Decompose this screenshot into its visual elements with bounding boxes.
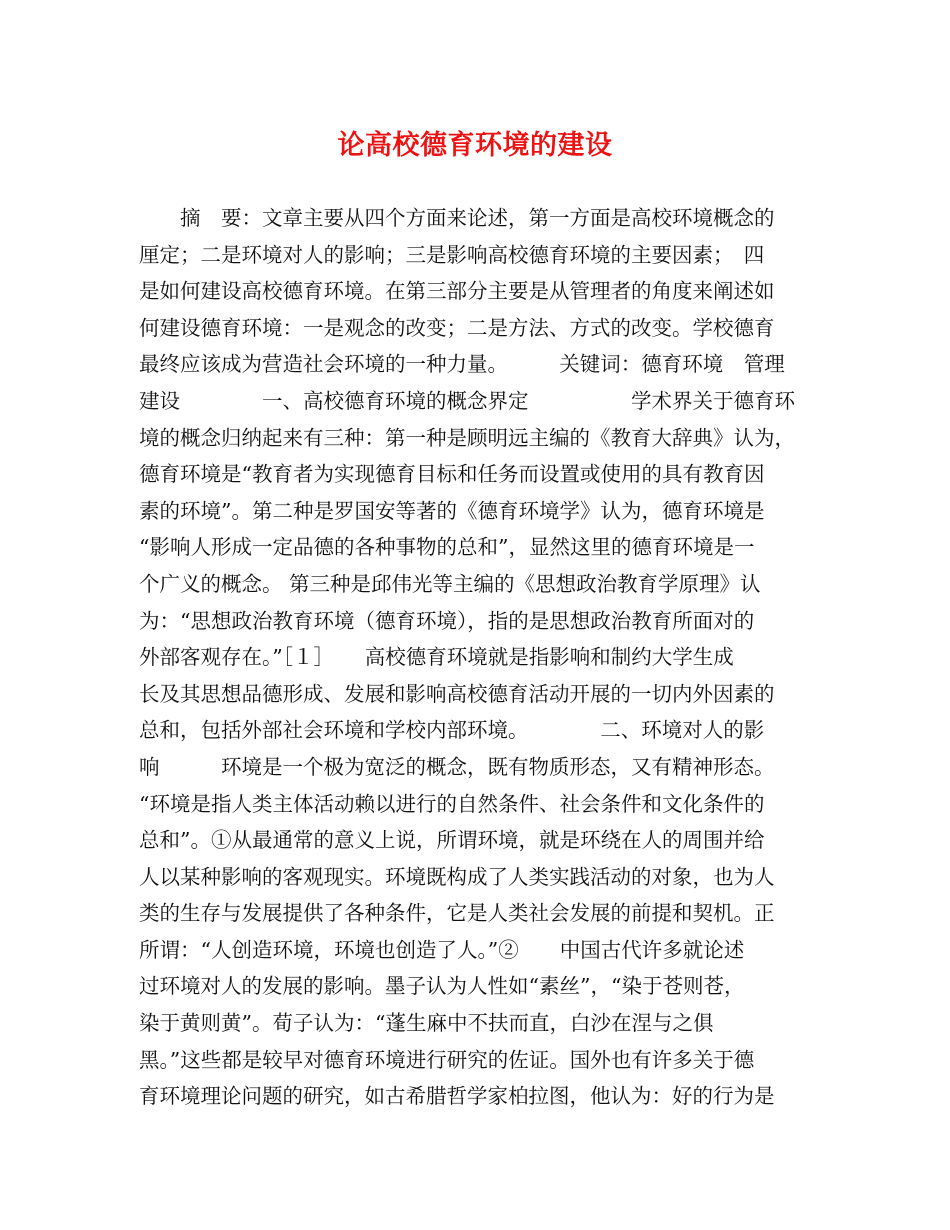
body-line: 外部客观存在。”［１］ 高校德育环境就是指影响和制约大学生成 xyxy=(139,645,734,670)
body-line: 个广义的概念。 第三种是邱伟光等主编的《思想政治教育学原理》认 xyxy=(139,571,761,596)
body-line: 类的生存与发展提供了各种条件，它是人类社会发展的前提和契机。正 xyxy=(139,901,775,926)
body-line: 过环境对人的发展的影响。墨子认为人性如“素丝”，“染于苍则苍， xyxy=(139,974,745,999)
body-line: 为：“思想政治教育环境（德育环境），指的是思想政治教育所面对的 xyxy=(139,608,755,633)
body-line: 境的概念归纳起来有三种：第一种是顾明远主编的《教育大辞典》认为， xyxy=(139,425,795,450)
body-line: 染于黄则黄”。荀子认为：“蓬生麻中不扶而直，白沙在涅与之俱 xyxy=(139,1011,714,1036)
body-line: 人以某种影响的客观现实。环境既构成了人类实践活动的对象，也为人 xyxy=(139,864,775,889)
body-line: “环境是指人类主体活动赖以进行的自然条件、社会条件和文化条件的 xyxy=(139,791,765,816)
body-line: 响 环境是一个极为宽泛的概念，既有物质形态，又有精神形态。 xyxy=(139,754,775,779)
document-title: 论高校德育环境的建设 xyxy=(337,130,613,161)
body-line: 育环境理论问题的研究，如古希腊哲学家柏拉图，他认为：好的行为是 xyxy=(139,1084,775,1109)
body-line: 厘定；二是环境对人的影响；三是影响高校德育环境的主要因素； 四 xyxy=(139,242,765,267)
body-line: 所谓：“人创造环境，环境也创造了人。”② 中国古代许多就论述 xyxy=(139,937,745,962)
body-line: 总和”。①从最通常的意义上说，所谓环境，就是环绕在人的周围并给 xyxy=(139,828,765,853)
body-line: 建设 一、高校德育环境的概念界定 学术界关于德育环 xyxy=(139,388,795,413)
body-line: 长及其思想品德形成、发展和影响高校德育活动开展的一切内外因素的 xyxy=(139,681,775,706)
body-line: 总和，包括外部社会环境和学校内部环境。 二、环境对人的影 xyxy=(139,718,765,743)
document-body xyxy=(139,200,819,1115)
body-line: 德育环境是“教育者为实现德育目标和任务而设置或使用的具有教育因 xyxy=(139,462,765,487)
body-line: 素的环境”。第二种是罗国安等著的《德育环境学》认为，德育环境是 xyxy=(139,498,765,523)
body-line: “影响人形成一定品德的各种事物的总和”，显然这里的德育环境是一 xyxy=(139,535,755,560)
body-line: 何建设德育环境：一是观念的改变；二是方法、方式的改变。学校德育 xyxy=(139,315,775,340)
body-line: 最终应该成为营造社会环境的一种力量。 关键词：德育环境 管理 xyxy=(139,352,785,377)
body-line: 摘 要：文章主要从四个方面来论述，第一方面是高校环境概念的 xyxy=(139,206,775,230)
body-line: 是如何建设高校德育环境。在第三部分主要是从管理者的角度来阐述如 xyxy=(139,279,775,304)
body-line: 黑。”这些都是较早对德育环境进行研究的佐证。国外也有许多关于德 xyxy=(139,1047,755,1072)
